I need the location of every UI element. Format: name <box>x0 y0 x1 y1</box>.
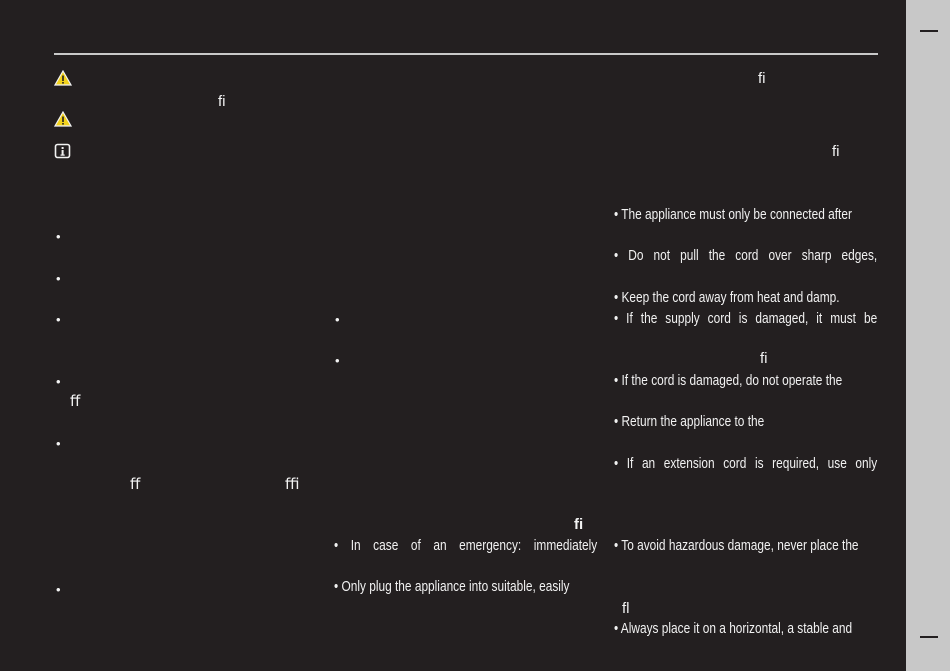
ligature-fragment: ﬁ <box>574 516 584 533</box>
top-tab-mark <box>920 30 938 32</box>
bullet: • <box>335 353 340 368</box>
hazardous-damage-bullet: • To avoid hazardous damage, never place the <box>614 538 859 554</box>
supply-cord-bullet: • If the supply cord is damaged, it must be <box>614 311 878 327</box>
heat-damp-bullet: • Keep the cord away from heat and damp. <box>614 290 840 306</box>
bullet: • <box>56 374 61 389</box>
sharp-edges-bullet: • Do not pull the cord over sharp edges, <box>614 248 878 264</box>
bullet: • <box>335 312 340 327</box>
bullet: • <box>56 582 61 597</box>
bullet: • <box>56 312 61 327</box>
return-appliance-bullet: • Return the appliance to the <box>614 414 765 430</box>
ligature-fragment: ﬁ <box>832 143 840 160</box>
extension-cord-bullet: • If an extension cord is required, use only <box>614 456 878 472</box>
horizontal-placement-bullet: • Always place it on a horizontal, a stable and <box>614 621 853 637</box>
ligature-fragment: ﬀ <box>130 476 141 493</box>
cord-damaged-bullet: • If the cord is damaged, do not operate the <box>614 373 843 389</box>
ligature-fragment: ﬁ <box>758 70 766 87</box>
page-edge-tab <box>906 0 950 671</box>
info-icon <box>54 143 72 159</box>
ligature-fragment: ﬁ <box>218 93 226 110</box>
header-rule <box>54 53 878 55</box>
ligature-fragment: ﬂ <box>622 600 630 617</box>
emergency-bullet: • In case of an emergency: immediately <box>334 538 598 554</box>
bottom-tab-mark <box>920 636 938 638</box>
connected-bullet: • The appliance must only be connected after <box>614 207 852 223</box>
ligature-fragment: ﬃ <box>285 476 300 493</box>
ligature-fragment: ﬀ <box>70 393 81 410</box>
warning-triangle-icon <box>54 70 72 86</box>
plug-bullet: • Only plug the appliance into suitable, easily <box>334 579 570 595</box>
warning-triangle-icon <box>54 111 72 127</box>
bullet: • <box>56 436 61 451</box>
bullet: • <box>56 271 61 286</box>
bullet: • <box>56 229 61 244</box>
ligature-fragment: ﬁ <box>760 350 768 367</box>
